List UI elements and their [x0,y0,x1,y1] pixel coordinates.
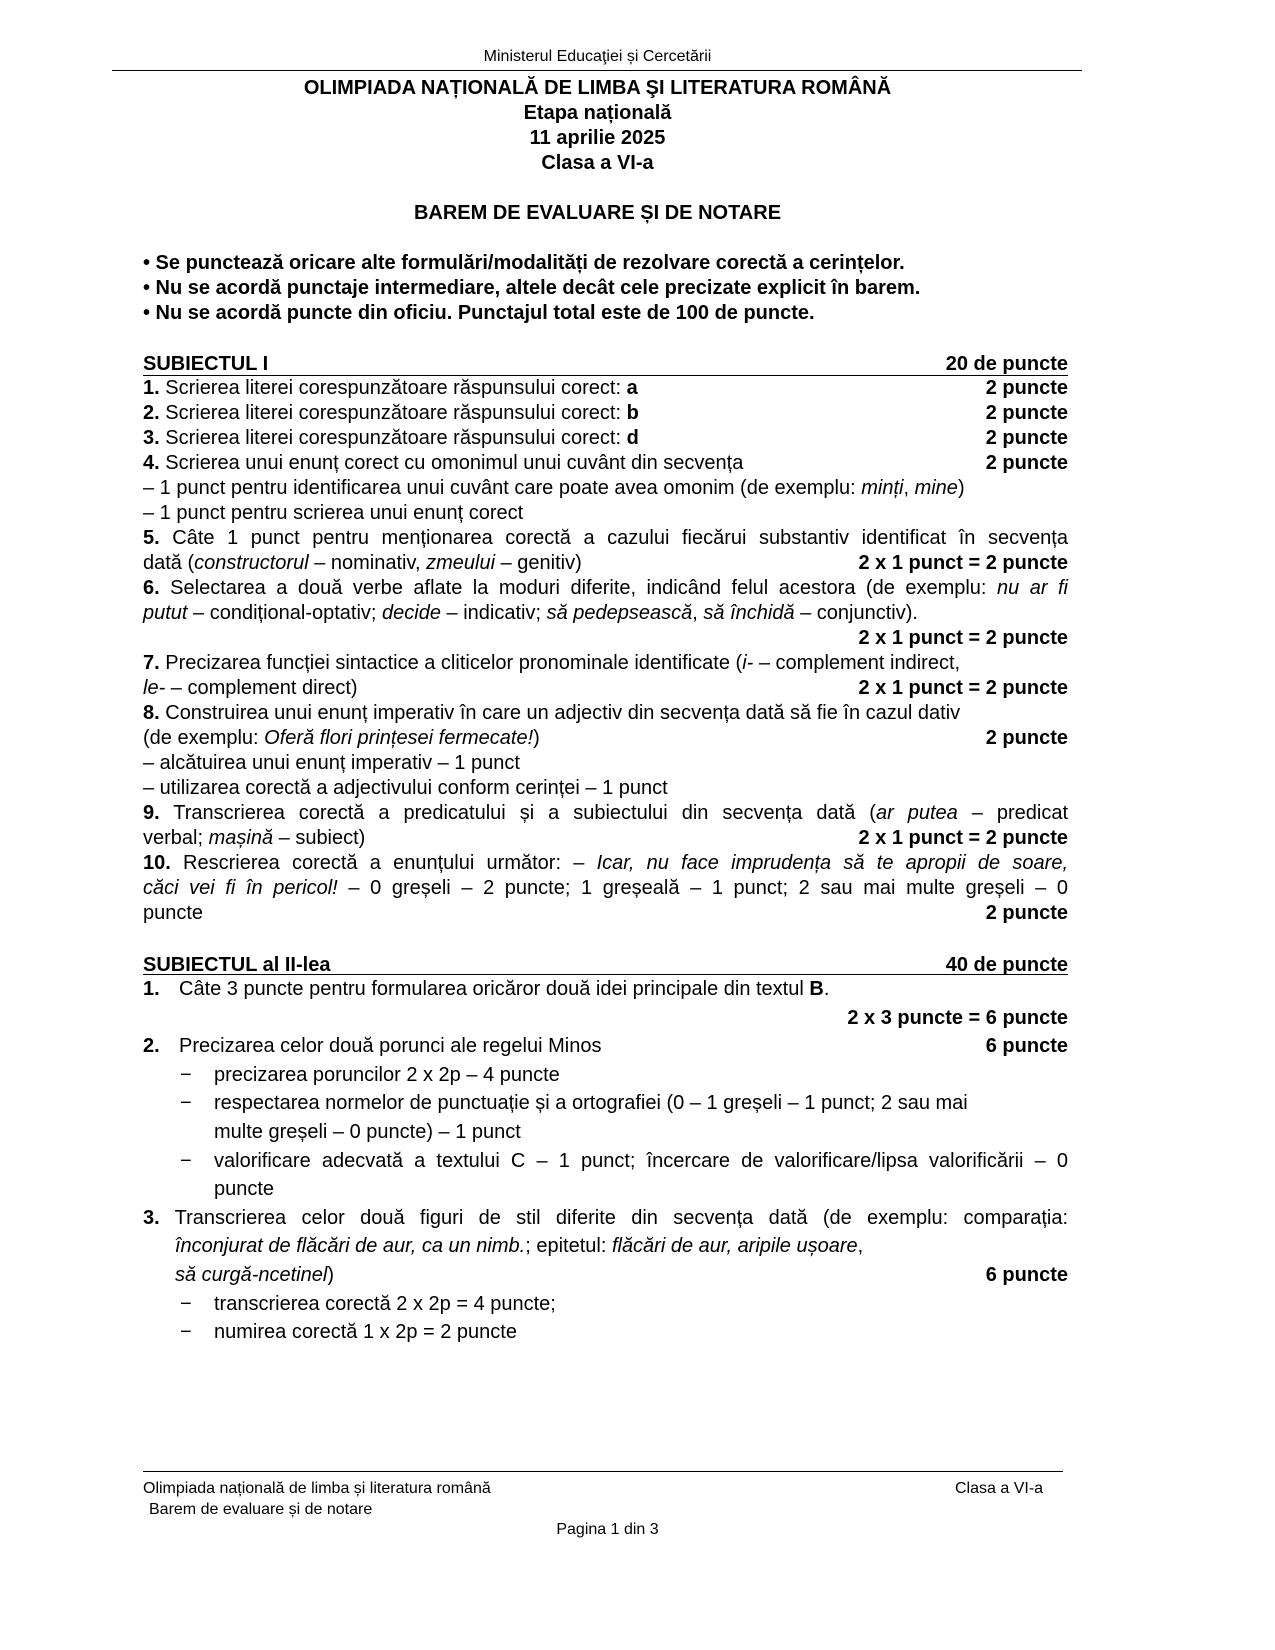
text: – 1 punct pentru scrierea unui enunț corect [143,502,524,524]
barem-line [143,1290,1068,1319]
barem-line [143,426,1068,451]
bullet-dash: − [180,1092,192,1115]
bold-text: 8. [143,702,160,724]
item-number: 2. [143,1035,160,1058]
barem-line [143,676,1068,701]
text: Scrierea literei corespunzătoare răspunsului corect: [159,427,627,449]
italic-example: Icar, nu face imprudența să te apropii de soare, [596,852,1068,874]
header-divider [112,70,1082,71]
line-text [143,451,966,476]
italic-example: să curgă-ncetinel [175,1263,328,1286]
text: puncte [143,902,204,924]
italic-example: căci vei fi în pericol! [143,877,338,899]
stage-title: Etapa națională [523,102,672,124]
bold-text: SUBIECTUL I [143,353,269,375]
bold-text: 9. [143,802,160,824]
bold-text: b [626,402,639,424]
barem-line [143,276,1068,301]
points-value: 6 puncte [985,1035,1068,1058]
text: precizarea poruncilor 2 x 2p – 4 puncte [214,1063,560,1086]
line-text [143,251,1068,276]
barem-line [143,701,1068,726]
line-text [143,751,1068,776]
section-header [143,352,1068,376]
line-text [143,526,1068,551]
italic-example: Oferă flori prințesei fermecate! [264,727,534,749]
line-text [143,1118,1068,1147]
points-value: 2 puncte [985,727,1068,749]
barem-line [143,1261,1068,1290]
line-text [143,776,1068,801]
points-value: 2 puncte [985,902,1068,924]
text: Precizarea celor două porunci ale regelui Minos [179,1035,602,1058]
barem-line [143,901,1068,926]
text: ) [533,727,540,749]
item-number: 1. [143,978,160,1000]
italic-example: ar putea [875,802,958,824]
line-text [143,376,966,401]
barem-line [143,776,1068,801]
line-text [143,1290,1068,1319]
footer-olympiad: Olimpiada națională de limba și literatura română [143,1480,491,1497]
barem-line [143,501,1068,526]
text: respectarea normelor de punctuație și a ortografiei (0 – 1 greșeli – 1 punct; 2 sau mai [214,1092,968,1115]
points-value: 2 x 1 punct = 2 puncte [858,552,1068,574]
text: . [823,978,830,1000]
text: (de exemplu: [143,727,265,749]
bullet-dash: − [180,1321,192,1344]
points-value: 2 puncte [985,377,1068,399]
barem-line [143,576,1068,601]
bold-text: 5. [143,527,160,549]
text: ) [327,1263,334,1286]
line-text [143,826,838,851]
italic-example: mine [914,477,958,499]
text: , [692,602,704,624]
footer-class: Clasa a VI-a [955,1480,1044,1497]
italic-example: minți [861,477,904,499]
barem-line [143,1118,1068,1147]
bold-text: • Se punctează oricare alte formulări/modalități de rezolvare corectă a cerințelor. [143,252,905,274]
bold-text: 10. [143,852,171,874]
line-text [143,501,1068,526]
line-text [143,601,1068,626]
line-text [143,352,926,377]
line-text [143,1318,1068,1347]
text: verbal; [143,827,209,849]
text: multe greșeli – 0 puncte) – 1 punct [214,1120,521,1143]
barem-line [143,876,1068,901]
text: – genitiv) [495,552,582,574]
barem-line [143,826,1068,851]
text: – 1 punct pentru identificarea unui cuvânt care poate avea omonim (de exemplu: [143,477,862,499]
section-header [143,951,1068,975]
barem-line [143,851,1068,876]
text: – indicativ; [440,602,547,624]
barem-line [143,751,1068,776]
italic-example: mașină [208,827,274,849]
line-text [143,1232,1068,1261]
text: – nominativ, [308,552,427,574]
page-number: Pagina 1 din 3 [556,1521,659,1538]
bold-text: 3. [143,1206,160,1229]
bullet-dash: − [180,1149,192,1172]
line-text [143,801,1068,826]
barem-line [143,1089,1068,1118]
text: valorificare adecvată a textului C – 1 punct; încercare de valorificare/lipsa valorificării – 0 [214,1149,1068,1172]
points-value: 2 x 3 puncte = 6 puncte [847,1006,1068,1029]
barem-line [143,1032,1068,1061]
points-value: 2 x 1 punct = 2 puncte [858,827,1068,849]
bold-text: • Nu se acordă punctaje intermediare, altele decât cele precizate explicit în barem. [143,277,921,299]
line-text [143,401,966,426]
barem-heading: BAREM DE EVALUARE ȘI DE NOTARE [413,202,782,224]
text: dată ( [143,552,195,574]
barem-line [143,801,1068,826]
text: Scrierea unui enunț corect cu omonimul unui cuvânt din secvența [159,452,744,474]
italic-example: constructorul [194,552,309,574]
footer-barem: Barem de evaluare și de notare [149,1501,373,1518]
barem-line [143,526,1068,551]
olympiad-title: OLIMPIADA NAȚIONALĂ DE LIMBA ŞI LITERATURA ROMÂNĂ [303,77,892,99]
italic-example: flăcări de aur, aripile ușoare [611,1235,858,1258]
text: – subiect) [273,827,366,849]
text: – 0 greșeli – 2 puncte; 1 greșeală – 1 punct; 2 sau mai multe greșeli – 0 [337,877,1068,899]
bullet-dash: − [180,1292,192,1315]
subject-2-section [143,951,1068,1347]
line-text [143,1061,1068,1090]
class-title: Clasa a VI-a [541,152,654,174]
line-text [143,1032,966,1061]
points-value: 2 puncte [985,452,1068,474]
barem-line [143,551,1068,576]
line-text [143,975,1068,1004]
text: , [857,1235,864,1258]
text: ) [957,477,965,499]
italic-example: nu ar fi [996,577,1068,599]
points-value: 20 de puncte [945,353,1068,375]
bold-text: SUBIECTUL al II-lea [143,954,331,976]
text: – utilizarea corectă a adjectivului conform cerinței – 1 punct [143,777,668,799]
barem-line [143,726,1068,751]
line-text [143,551,838,576]
italic-example: i- [742,652,754,674]
text: Câte 3 puncte pentru formularea oricăror două idei principale din textul [179,978,810,1000]
text: Selectarea a două verbe aflate la moduri diferite, indicând felul acestora (de exemplu: [159,577,997,599]
text: Transcrierea corectă a predicatului și a subiectului din secvența dată ( [159,802,876,824]
line-text [143,276,1068,301]
bold-text: a [626,377,638,399]
points-value: 6 puncte [985,1263,1068,1286]
barem-line [143,601,1068,626]
general-rules [143,251,1068,326]
ministry-header: Ministerul Educaţiei și Cercetării [483,48,712,65]
barem-line [143,651,1068,676]
text: – predicat [957,802,1069,824]
barem-line [143,376,1068,401]
barem-line [143,1004,1068,1033]
bold-text: d [626,427,639,449]
line-text [143,726,966,751]
bold-text: 3. [143,427,160,449]
text: – conjunctiv). [794,602,918,624]
text: puncte [214,1178,275,1201]
line-text [143,426,966,451]
line-text [143,701,1068,726]
line-text [143,676,838,701]
bold-text: 4. [143,452,160,474]
barem-line [143,451,1068,476]
barem-line [143,1204,1068,1233]
italic-example: putut [143,602,188,624]
line-text [143,301,1068,326]
text: Scrierea literei corespunzătoare răspunsului corect: [159,377,627,399]
barem-line [143,1232,1068,1261]
bold-text: 2. [143,402,160,424]
text: – complement indirect, [753,652,961,674]
line-text [143,851,1068,876]
barem-line [143,1318,1068,1347]
footer-divider [143,1471,1063,1472]
text: Transcrierea celor două figuri de stil diferite din secvența dată (de exemplu: comparația: [159,1206,1068,1229]
bold-text: 1. [143,377,160,399]
subject-1-section [143,352,1068,926]
points-value: 2 x 1 punct = 2 puncte [858,627,1068,649]
exam-date: 11 aprilie 2025 [529,127,666,149]
barem-line [143,301,1068,326]
text: Scrierea literei corespunzătoare răspunsului corect: [159,402,627,424]
line-text [143,576,1068,601]
text: Câte 1 punct pentru menționarea corectă a cazului fiecărui substantiv identificat în secvența [159,527,1068,549]
italic-example: să pedepsească [546,602,693,624]
italic-example: zmeului [426,552,496,574]
line-text [143,1089,1068,1118]
barem-line [143,1147,1068,1176]
line-text [143,651,1068,676]
italic-example: înconjurat de flăcări de aur, ca un nimb. [175,1235,526,1258]
text: Precizarea funcției sintactice a cliticelor pronominale identificate ( [159,652,743,674]
line-text [143,1261,966,1290]
barem-line [143,626,1068,651]
line-text [143,1204,1068,1233]
italic-example: decide [382,602,441,624]
bold-text: • Nu se acordă puncte din oficiu. Punctajul total este de 100 de puncte. [143,302,815,324]
text: ; epitetul: [525,1235,612,1258]
barem-line [143,1061,1068,1090]
italic-example: le- [143,677,166,699]
text: Construirea unui enunț imperativ în care un adjectiv din secvența dată să fie în cazul dativ [159,702,961,724]
text: – complement direct) [165,677,358,699]
points-value: 2 x 1 punct = 2 puncte [858,677,1068,699]
barem-line [143,1175,1068,1204]
italic-example: să închidă [703,602,795,624]
text: transcrierea corectă 2 x 2p = 4 puncte; [214,1292,556,1315]
points-value: 2 puncte [985,427,1068,449]
bold-text: 7. [143,652,160,674]
line-text [143,901,966,926]
line-text [143,476,1068,501]
text: – condițional-optativ; [187,602,383,624]
line-text [143,1175,1068,1204]
points-value: 40 de puncte [945,954,1068,976]
text: Rescrierea corectă a enunțului următor: – [170,852,597,874]
barem-line [143,251,1068,276]
barem-line [143,476,1068,501]
line-text [143,1147,1068,1176]
bold-text: B [809,978,824,1000]
text: , [903,477,915,499]
line-text [143,876,1068,901]
points-value: 2 puncte [985,402,1068,424]
barem-line [143,401,1068,426]
text: numirea corectă 1 x 2p = 2 puncte [214,1321,517,1344]
barem-line [143,975,1068,1004]
text: – alcătuirea unui enunț imperativ – 1 punct [143,752,520,774]
bullet-dash: − [180,1063,192,1086]
bold-text: 6. [143,577,160,599]
